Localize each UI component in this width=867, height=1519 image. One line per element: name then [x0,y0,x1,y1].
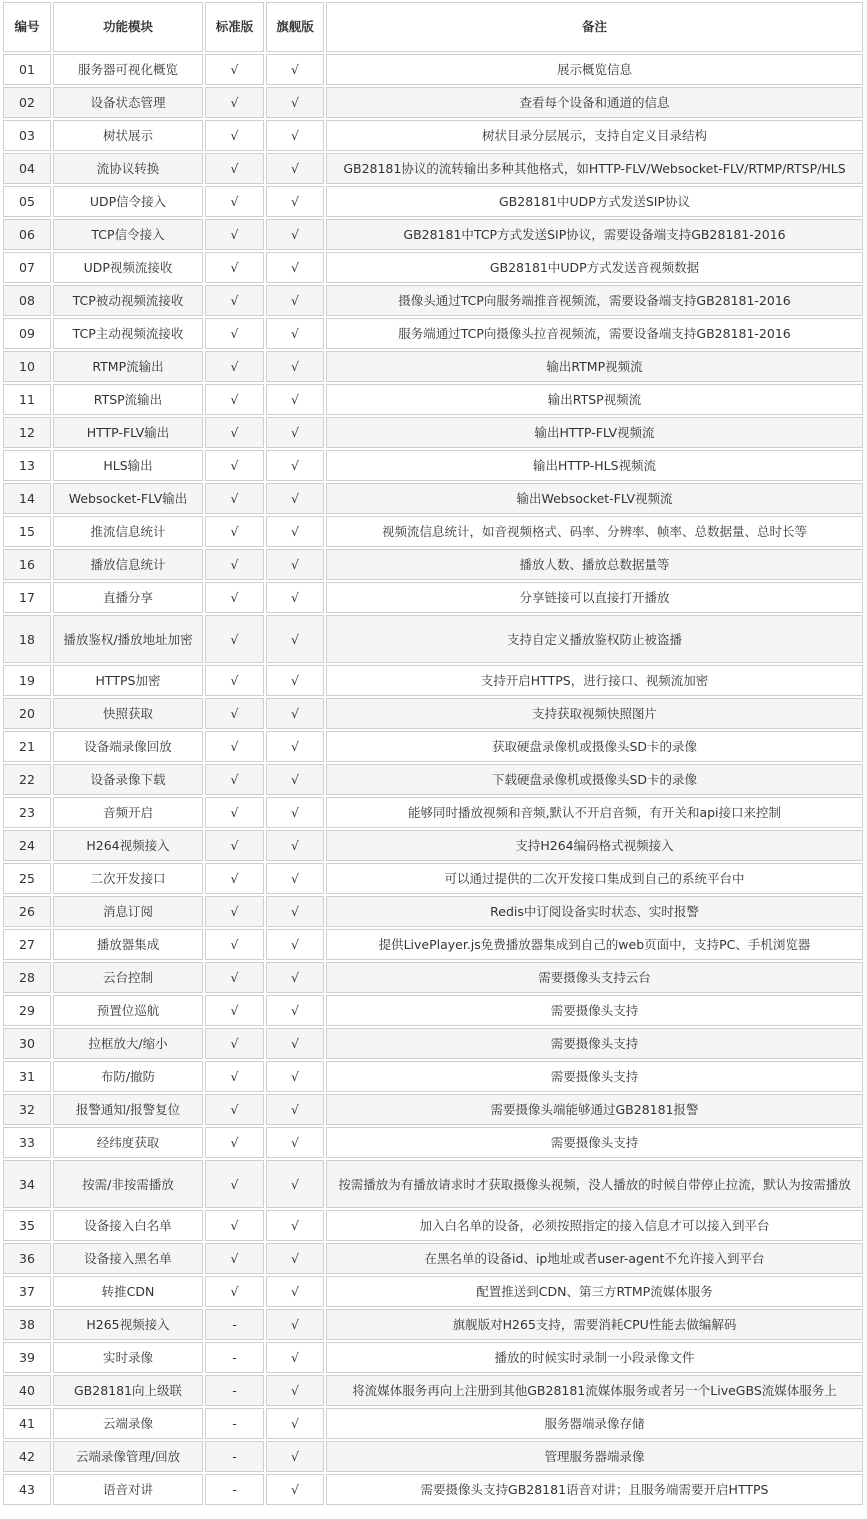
table-row [3,1061,863,1092]
table-row [3,830,863,861]
table-row [3,252,863,283]
table-row [3,318,863,349]
cell-no: 42 [3,1441,51,1472]
cell-standard: √ [205,318,264,349]
cell-standard: √ [205,1210,264,1241]
cell-standard: √ [205,219,264,250]
cell-note: 服务端通过TCP向摄像头拉音视频流，需要设备端支持GB28181-2016 [326,318,863,349]
cell-standard: √ [205,252,264,283]
table-row [3,1160,863,1208]
cell-feature: RTSP流输出 [53,384,203,415]
cell-note: 需要摄像头支持 [326,1127,863,1158]
cell-flagship: √ [266,1243,324,1274]
table-row [3,1276,863,1307]
cell-flagship: √ [266,54,324,85]
table-row [3,1375,863,1406]
cell-note: 输出RTMP视频流 [326,351,863,382]
cell-feature: 直播分享 [53,582,203,613]
cell-standard: √ [205,797,264,828]
cell-standard: - [205,1441,264,1472]
cell-no: 04 [3,153,51,184]
cell-flagship: √ [266,698,324,729]
table-body [3,54,863,1505]
cell-no: 26 [3,896,51,927]
cell-flagship: √ [266,1408,324,1439]
cell-note: 需要摄像头支持GB28181语音对讲；且服务端需要开启HTTPS [326,1474,863,1505]
cell-feature: H264视频接入 [53,830,203,861]
cell-flagship: √ [266,764,324,795]
cell-feature: 播放信息统计 [53,549,203,580]
cell-note: 需要摄像头支持云台 [326,962,863,993]
cell-flagship: √ [266,516,324,547]
table-row [3,1094,863,1125]
cell-feature: 布防/撤防 [53,1061,203,1092]
cell-flagship: √ [266,1474,324,1505]
cell-no: 16 [3,549,51,580]
cell-feature: 音频开启 [53,797,203,828]
cell-flagship: √ [266,1441,324,1472]
cell-feature: 设备状态管理 [53,87,203,118]
cell-standard: - [205,1375,264,1406]
cell-note: 输出HTTP-FLV视频流 [326,417,863,448]
header-note: 备注 [326,2,863,52]
cell-standard: √ [205,764,264,795]
cell-no: 22 [3,764,51,795]
cell-flagship: √ [266,1342,324,1373]
cell-note: 在黑名单的设备id、ip地址或者user-agent不允许接入到平台 [326,1243,863,1274]
cell-note: 树状目录分层展示，支持自定义目录结构 [326,120,863,151]
cell-feature: UDP视频流接收 [53,252,203,283]
table-row [3,153,863,184]
cell-note: 可以通过提供的二次开发接口集成到自己的系统平台中 [326,863,863,894]
table-row [3,1028,863,1059]
cell-feature: 云端录像 [53,1408,203,1439]
table-row [3,995,863,1026]
cell-no: 13 [3,450,51,481]
cell-standard: √ [205,1160,264,1208]
cell-feature: 设备接入黑名单 [53,1243,203,1274]
cell-feature: UDP信令接入 [53,186,203,217]
cell-note: 需要摄像头支持 [326,1061,863,1092]
cell-flagship: √ [266,1094,324,1125]
cell-no: 35 [3,1210,51,1241]
cell-feature: 推流信息统计 [53,516,203,547]
cell-no: 02 [3,87,51,118]
cell-feature: 语音对讲 [53,1474,203,1505]
cell-feature: 消息订阅 [53,896,203,927]
cell-flagship: √ [266,252,324,283]
table-row [3,615,863,663]
cell-feature: 播放鉴权/播放地址加密 [53,615,203,663]
table-row [3,483,863,514]
table-row [3,450,863,481]
cell-flagship: √ [266,318,324,349]
cell-flagship: √ [266,896,324,927]
cell-feature: 按需/非按需播放 [53,1160,203,1208]
cell-note: 播放的时候实时录制一小段录像文件 [326,1342,863,1373]
table-row [3,698,863,729]
cell-standard: √ [205,483,264,514]
cell-flagship: √ [266,219,324,250]
cell-note: 查看每个设备和通道的信息 [326,87,863,118]
cell-note: 服务器端录像存储 [326,1408,863,1439]
cell-standard: √ [205,417,264,448]
cell-flagship: √ [266,1375,324,1406]
cell-no: 12 [3,417,51,448]
cell-flagship: √ [266,450,324,481]
cell-standard: - [205,1342,264,1373]
table-row [3,1408,863,1439]
cell-feature: 预置位巡航 [53,995,203,1026]
header-flagship: 旗舰版 [266,2,324,52]
cell-no: 20 [3,698,51,729]
cell-flagship: √ [266,549,324,580]
cell-flagship: √ [266,863,324,894]
table-row [3,1309,863,1340]
cell-standard: √ [205,351,264,382]
cell-flagship: √ [266,351,324,382]
cell-standard: √ [205,516,264,547]
table-row [3,186,863,217]
cell-feature: TCP被动视频流接收 [53,285,203,316]
cell-feature: GB28181向上级联 [53,1375,203,1406]
table-row [3,351,863,382]
table-row [3,731,863,762]
cell-no: 29 [3,995,51,1026]
cell-note: 分享链接可以直接打开播放 [326,582,863,613]
cell-no: 08 [3,285,51,316]
cell-note: 视频流信息统计，如音视频格式、码率、分辨率、帧率、总数据量、总时长等 [326,516,863,547]
cell-note: 需要摄像头支持 [326,995,863,1026]
table-row [3,929,863,960]
cell-note: 摄像头通过TCP向服务端推音视频流，需要设备端支持GB28181-2016 [326,285,863,316]
cell-standard: √ [205,54,264,85]
cell-no: 34 [3,1160,51,1208]
cell-feature: Websocket-FLV输出 [53,483,203,514]
cell-flagship: √ [266,1127,324,1158]
cell-feature: TCP信令接入 [53,219,203,250]
cell-no: 38 [3,1309,51,1340]
cell-standard: √ [205,863,264,894]
cell-no: 10 [3,351,51,382]
cell-note: 支持自定义播放鉴权防止被盗播 [326,615,863,663]
cell-standard: √ [205,665,264,696]
cell-standard: √ [205,384,264,415]
cell-note: Redis中订阅设备实时状态、实时报警 [326,896,863,927]
table-row [3,516,863,547]
cell-note: 加入白名单的设备，必须按照指定的接入信息才可以接入到平台 [326,1210,863,1241]
cell-feature: 流协议转换 [53,153,203,184]
cell-standard: √ [205,549,264,580]
cell-note: 输出HTTP-HLS视频流 [326,450,863,481]
cell-flagship: √ [266,1276,324,1307]
cell-flagship: √ [266,962,324,993]
table-row [3,549,863,580]
table-row [3,219,863,250]
cell-standard: √ [205,995,264,1026]
feature-table [1,0,865,1507]
cell-no: 01 [3,54,51,85]
cell-note: GB28181中UDP方式发送SIP协议 [326,186,863,217]
cell-flagship: √ [266,417,324,448]
cell-no: 36 [3,1243,51,1274]
table-row [3,1342,863,1373]
cell-no: 06 [3,219,51,250]
cell-no: 17 [3,582,51,613]
table-row [3,1127,863,1158]
cell-standard: √ [205,1061,264,1092]
cell-flagship: √ [266,483,324,514]
cell-no: 03 [3,120,51,151]
cell-note: GB28181中TCP方式发送SIP协议，需要设备端支持GB28181-2016 [326,219,863,250]
cell-note: 能够同时播放视频和音频,默认不开启音频，有开关和api接口来控制 [326,797,863,828]
header-standard: 标准版 [205,2,264,52]
cell-no: 37 [3,1276,51,1307]
cell-standard: √ [205,731,264,762]
cell-flagship: √ [266,153,324,184]
cell-flagship: √ [266,87,324,118]
table-row [3,962,863,993]
cell-note: 管理服务器端录像 [326,1441,863,1472]
cell-standard: √ [205,582,264,613]
cell-no: 07 [3,252,51,283]
cell-standard: √ [205,929,264,960]
cell-no: 15 [3,516,51,547]
table-row [3,1474,863,1505]
cell-standard: √ [205,1094,264,1125]
cell-flagship: √ [266,995,324,1026]
table-row [3,417,863,448]
cell-note: 支持获取视频快照图片 [326,698,863,729]
cell-feature: RTMP流输出 [53,351,203,382]
cell-flagship: √ [266,186,324,217]
cell-flagship: √ [266,582,324,613]
cell-note: 配置推送到CDN、第三方RTMP流媒体服务 [326,1276,863,1307]
cell-standard: √ [205,186,264,217]
cell-note: 旗舰版对H265支持，需要消耗CPU性能去做编解码 [326,1309,863,1340]
table-row [3,1441,863,1472]
header-no: 编号 [3,2,51,52]
cell-no: 25 [3,863,51,894]
cell-feature: H265视频接入 [53,1309,203,1340]
cell-note: 支持H264编码格式视频接入 [326,830,863,861]
cell-feature: 云端录像管理/回放 [53,1441,203,1472]
cell-feature: HTTPS加密 [53,665,203,696]
cell-standard: √ [205,120,264,151]
cell-flagship: √ [266,797,324,828]
cell-standard: √ [205,1028,264,1059]
cell-standard: √ [205,285,264,316]
cell-flagship: √ [266,1061,324,1092]
cell-standard: - [205,1408,264,1439]
cell-feature: 转推CDN [53,1276,203,1307]
cell-standard: √ [205,830,264,861]
cell-no: 41 [3,1408,51,1439]
cell-no: 09 [3,318,51,349]
table-row [3,120,863,151]
cell-no: 21 [3,731,51,762]
cell-no: 43 [3,1474,51,1505]
cell-no: 27 [3,929,51,960]
cell-standard: √ [205,962,264,993]
cell-flagship: √ [266,384,324,415]
cell-standard: √ [205,698,264,729]
cell-no: 24 [3,830,51,861]
cell-note: 播放人数、播放总数据量等 [326,549,863,580]
cell-feature: 播放器集成 [53,929,203,960]
cell-note: GB28181协议的流转输出多种其他格式，如HTTP-FLV/Websocket-FLV/RTMP/RTSP/HLS [326,153,863,184]
table-row [3,582,863,613]
cell-flagship: √ [266,731,324,762]
cell-no: 40 [3,1375,51,1406]
header-feature: 功能模块 [53,2,203,52]
cell-note: 获取硬盘录像机或摄像头SD卡的录像 [326,731,863,762]
cell-feature: 服务器可视化概览 [53,54,203,85]
cell-note: 将流媒体服务再向上注册到其他GB28181流媒体服务或者另一个LiveGBS流媒体服务上 [326,1375,863,1406]
cell-feature: 报警通知/报警复位 [53,1094,203,1125]
cell-no: 31 [3,1061,51,1092]
cell-standard: √ [205,1243,264,1274]
cell-standard: √ [205,450,264,481]
cell-flagship: √ [266,1210,324,1241]
cell-feature: 云台控制 [53,962,203,993]
cell-note: GB28181中UDP方式发送音视频数据 [326,252,863,283]
cell-feature: 树状展示 [53,120,203,151]
cell-standard: √ [205,1127,264,1158]
cell-flagship: √ [266,665,324,696]
cell-no: 30 [3,1028,51,1059]
cell-feature: HLS输出 [53,450,203,481]
cell-flagship: √ [266,830,324,861]
cell-note: 按需播放为有播放请求时才获取摄像头视频，没人播放的时候自带停止拉流，默认为按需播放 [326,1160,863,1208]
cell-flagship: √ [266,120,324,151]
cell-note: 输出Websocket-FLV视频流 [326,483,863,514]
table-row [3,384,863,415]
cell-standard: √ [205,615,264,663]
cell-feature: 拉框放大/缩小 [53,1028,203,1059]
cell-no: 23 [3,797,51,828]
cell-feature: 设备录像下载 [53,764,203,795]
cell-feature: 经纬度获取 [53,1127,203,1158]
cell-no: 05 [3,186,51,217]
cell-no: 11 [3,384,51,415]
cell-note: 下载硬盘录像机或摄像头SD卡的录像 [326,764,863,795]
cell-no: 19 [3,665,51,696]
cell-standard: √ [205,87,264,118]
cell-flagship: √ [266,285,324,316]
cell-standard: √ [205,896,264,927]
cell-feature: 实时录像 [53,1342,203,1373]
cell-note: 需要摄像头端能够通过GB28181报警 [326,1094,863,1125]
table-row [3,797,863,828]
cell-standard: - [205,1474,264,1505]
cell-note: 展示概览信息 [326,54,863,85]
cell-flagship: √ [266,615,324,663]
cell-no: 32 [3,1094,51,1125]
cell-standard: √ [205,1276,264,1307]
cell-flagship: √ [266,1309,324,1340]
cell-note: 需要摄像头支持 [326,1028,863,1059]
cell-no: 14 [3,483,51,514]
cell-standard: - [205,1309,264,1340]
cell-note: 输出RTSP视频流 [326,384,863,415]
cell-feature: TCP主动视频流接收 [53,318,203,349]
cell-feature: HTTP-FLV输出 [53,417,203,448]
cell-feature: 快照获取 [53,698,203,729]
table-row [3,87,863,118]
table-row [3,863,863,894]
table-row [3,54,863,85]
table-row [3,896,863,927]
cell-flagship: √ [266,1028,324,1059]
cell-flagship: √ [266,1160,324,1208]
table-row [3,1210,863,1241]
cell-standard: √ [205,153,264,184]
cell-no: 18 [3,615,51,663]
table-row [3,285,863,316]
table-row [3,665,863,696]
header-row [3,2,863,52]
cell-flagship: √ [266,929,324,960]
table-row [3,1243,863,1274]
cell-no: 28 [3,962,51,993]
cell-feature: 设备端录像回放 [53,731,203,762]
cell-no: 39 [3,1342,51,1373]
cell-note: 提供LivePlayer.js免费播放器集成到自己的web页面中，支持PC、手机浏览器 [326,929,863,960]
cell-no: 33 [3,1127,51,1158]
cell-note: 支持开启HTTPS，进行接口、视频流加密 [326,665,863,696]
cell-feature: 设备接入白名单 [53,1210,203,1241]
table-row [3,764,863,795]
cell-feature: 二次开发接口 [53,863,203,894]
